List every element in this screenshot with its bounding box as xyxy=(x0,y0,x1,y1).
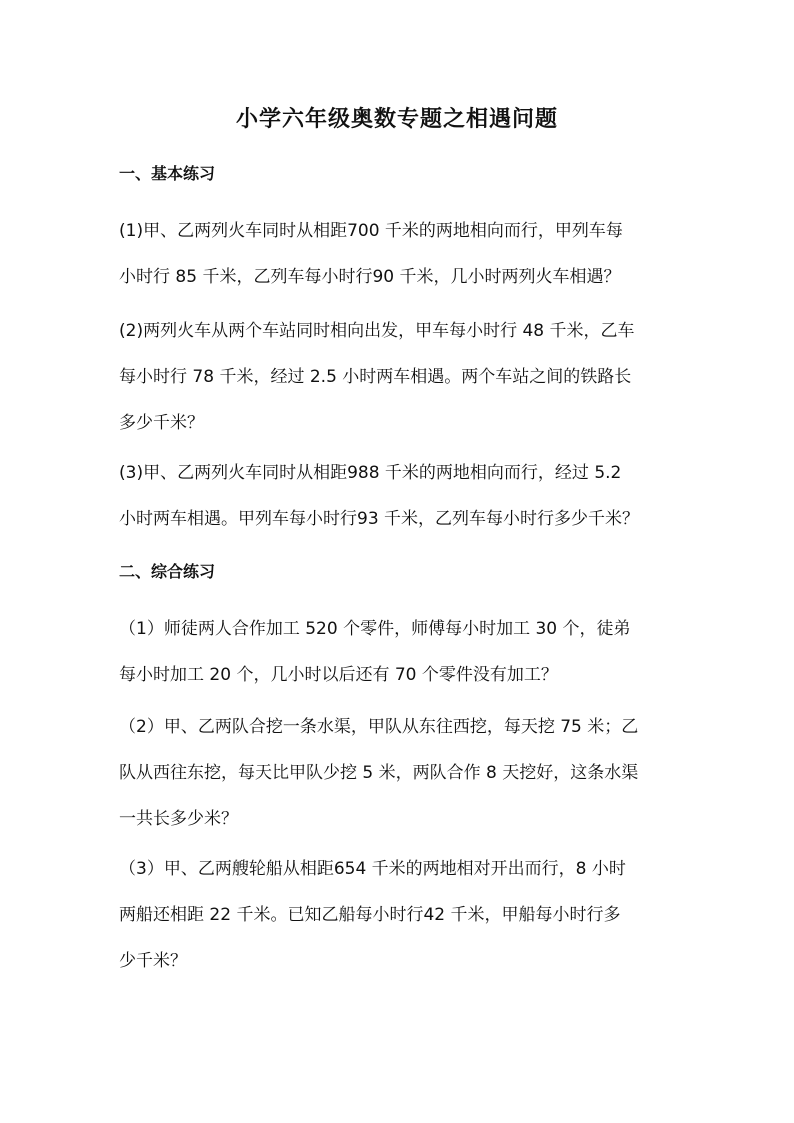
problem-line: （1）师徒两人合作加工 520 个零件，师傅每小时加工 30 个，徒弟 xyxy=(119,619,631,639)
problem-line: 多少千米？ xyxy=(119,413,204,433)
problem-line: （3）甲、乙两艘轮船从相距654 千米的两地相对开出而行，8 小时 xyxy=(119,859,626,879)
problem-line: 每小时加工 20 个，几小时以后还有 70 个零件没有加工？ xyxy=(119,665,558,685)
problem-comprehensive-2 xyxy=(119,716,679,830)
problem-line: 队从西往东挖，每天比甲队少挖 5 米，两队合作 8 天挖好，这条水渠 xyxy=(119,763,639,783)
problem-basic-1 xyxy=(119,220,679,288)
problem-basic-2 xyxy=(119,320,679,434)
section-heading-basic: 一、基本练习 xyxy=(119,164,216,183)
section-heading-comprehensive: 二、综合练习 xyxy=(119,562,216,581)
problem-comprehensive-1 xyxy=(119,618,679,686)
problem-line: (1)甲、乙两列火车同时从相距700 千米的两地相向而行，甲列车每 xyxy=(119,221,623,241)
problem-basic-3 xyxy=(119,462,679,530)
problem-line: 小时两车相遇。甲列车每小时行93 千米，乙列车每小时行多少千米？ xyxy=(119,509,640,529)
problem-line: (3)甲、乙两列火车同时从相距988 千米的两地相向而行，经过 5.2 xyxy=(119,463,622,483)
problem-line: 小时行 85 千米，乙列车每小时行90 千米，几小时两列火车相遇？ xyxy=(119,267,621,287)
problem-line: 一共长多少米？ xyxy=(119,809,238,829)
problem-line: 少千米？ xyxy=(119,951,187,971)
problem-line: （2）甲、乙两队合挖一条水渠，甲队从东往西挖，每天挖 75 米；乙 xyxy=(119,717,639,737)
problem-line: 每小时行 78 千米，经过 2.5 小时两车相遇。两个车站之间的铁路长 xyxy=(119,367,632,387)
problem-comprehensive-3 xyxy=(119,858,679,972)
problem-line: 两船还相距 22 千米。已知乙船每小时行42 千米，甲船每小时行多 xyxy=(119,905,621,925)
page-title: 小学六年级奥数专题之相遇问题 xyxy=(235,106,558,132)
problem-line: (2)两列火车从两个车站同时相向出发，甲车每小时行 48 千米，乙车 xyxy=(119,321,635,341)
